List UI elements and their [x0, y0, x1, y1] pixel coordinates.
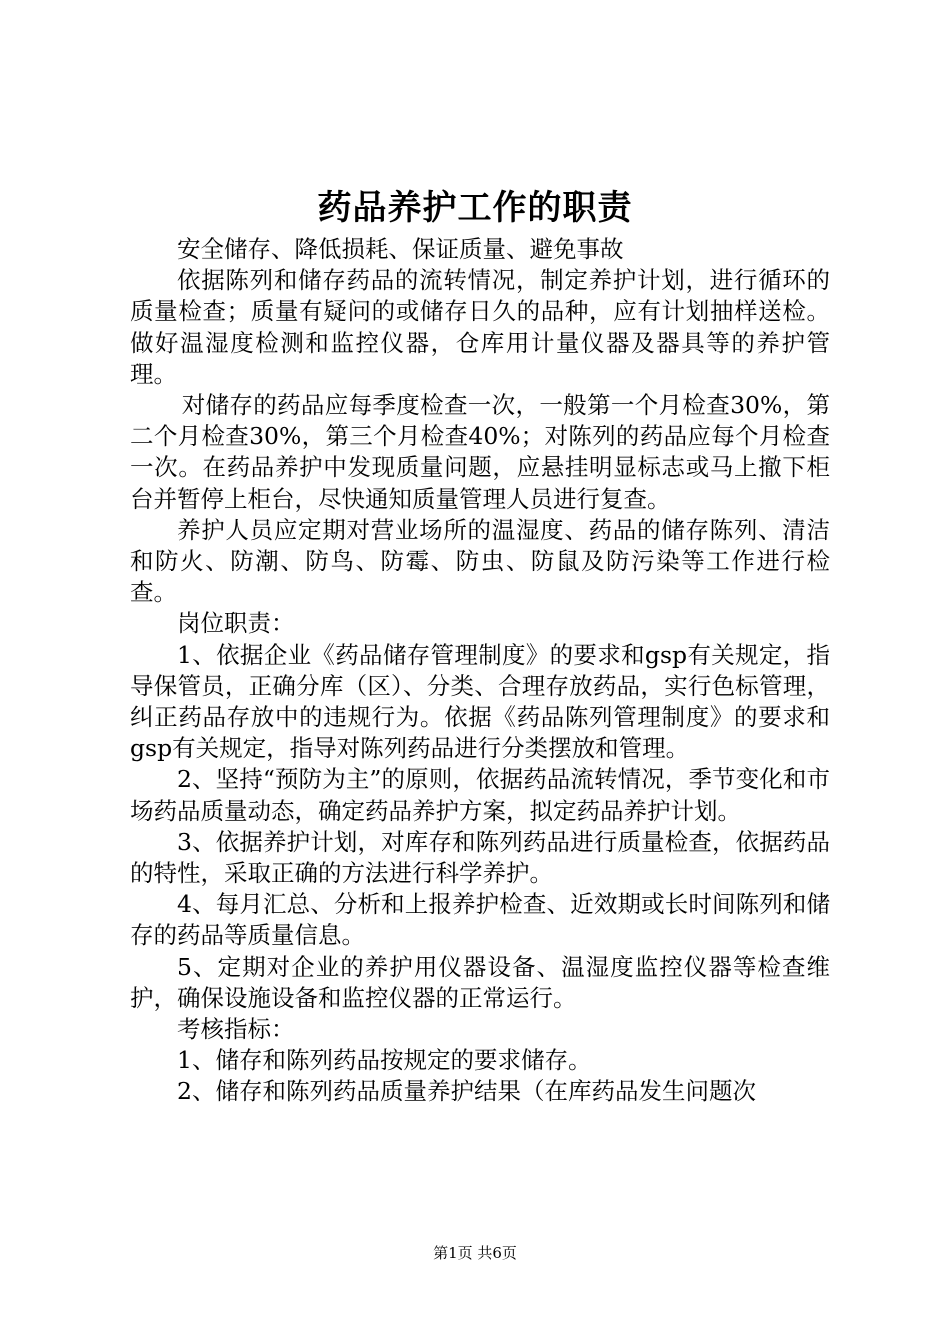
duty-item-1: 1、依据企业《药品储存管理制度》的要求和gsp有关规定，指导保管员，正确分库（区）、分类、合理存放药品，实行色标管理，纠正药品存放中的违规行为。依据《药品陈列管理制度》的要求和gsp有关规定，指导对陈列药品进行分类摆放和管理。: [130, 640, 830, 763]
duty-item-5: 5、定期对企业的养护用仪器设备、温湿度监控仪器等检查维护，确保设施设备和监控仪器的正常运行。: [130, 952, 830, 1012]
section-heading-assessment: 考核指标：: [177, 1015, 295, 1044]
paragraph-inspection: 对储存的药品应每季度检查一次，一般第一个月检查30%，第二个月检查30%，第三个月检查40%；对陈列的药品应每个月检查一次。在药品养护中发现质量问题，应悬挂明显标志或马上撤下柜台并暂停上柜台，尽快通知质量管理人员进行复查。: [130, 391, 830, 513]
duty-item-4: 4、每月汇总、分析和上报养护检查、近效期或长时间陈列和储存的药品等质量信息。: [130, 890, 830, 950]
duty-item-2: 2、坚持“预防为主”的原则，依据药品流转情况，季节变化和市场药品质量动态，确定药品养护方案，拟定药品养护计划。: [130, 765, 830, 825]
section-heading-duties: 岗位职责：: [177, 609, 295, 638]
assessment-item-1: 1、储存和陈列药品按规定的要求储存。: [177, 1046, 592, 1075]
assessment-item-2: 2、储存和陈列药品质量养护结果（在库药品发生问题次: [177, 1077, 756, 1106]
duty-item-3: 3、依据养护计划，对库存和陈列药品进行质量检查，依据药品的特性，采取正确的方法进行科学养护。: [130, 827, 830, 888]
page-footer: [0, 1243, 950, 1263]
paragraph-purpose: 安全储存、降低损耗、保证质量、避免事故: [177, 235, 624, 263]
page-number: 第1页 共6页: [433, 1244, 517, 1262]
paragraph-plan: 依据陈列和储存药品的流转情况，制定养护计划，进行循环的质量检查；质量有疑问的或储存日久的品种，应有计划抽样送检。做好温湿度检测和监控仪器，仓库用计量仪器及器具等的养护管理。: [130, 266, 830, 388]
document-title: 药品养护工作的职责: [317, 188, 633, 228]
document-body: [130, 234, 830, 1108]
paragraph-environment: 养护人员应定期对营业场所的温湿度、药品的储存陈列、清洁和防火、防潮、防鸟、防霉、防虫、防鼠及防污染等工作进行检查。: [130, 515, 830, 607]
